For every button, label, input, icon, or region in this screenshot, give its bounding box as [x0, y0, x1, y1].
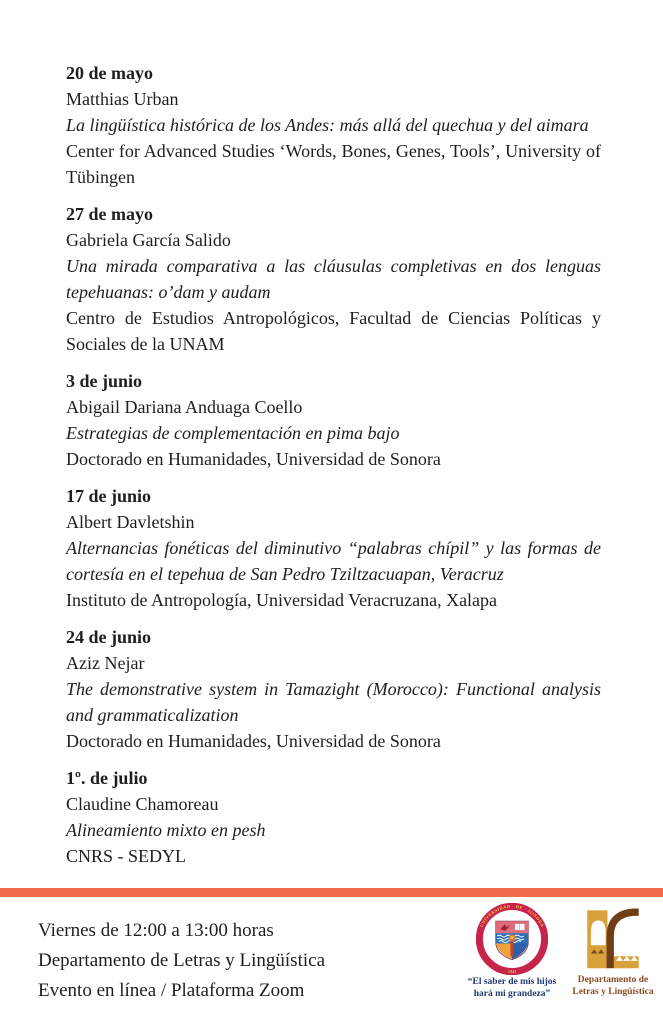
entry-speaker: Claudine Chamoreau [66, 794, 219, 814]
entry-affiliation: Instituto de Antropología, Universidad Veracruzana, Xalapa [66, 590, 498, 610]
seal-motto-line2: hará mi grandeza” [473, 988, 551, 999]
entry-speaker: Gabriela García Salido [66, 230, 231, 250]
entry-talk-title: Una mirada comparativa a las cláusulas completivas en dos lenguas tepehuanas: o’dam y audam [66, 256, 601, 302]
schedule-entry [66, 765, 601, 869]
schedule-entry [66, 368, 601, 472]
entry-talk-title: Alternancias fonéticas del diminutivo “palabras chípil” y las formas de cortesía en el tepehua de San Pedro Tziltzacuapan, Veracruz [66, 538, 601, 584]
entry-speaker: Aziz Nejar [66, 653, 145, 673]
university-seal [462, 902, 562, 1000]
schedule-entry [66, 624, 601, 754]
entry-affiliation: Center for Advanced Studies ‘Words, Bones, Genes, Tools’, University of Tübingen [66, 141, 601, 187]
schedule-entry [66, 60, 601, 190]
schedule-list [66, 60, 601, 880]
seal-year: 1942 [507, 969, 517, 975]
entry-speaker: Matthias Urban [66, 89, 179, 109]
schedule-entry [66, 483, 601, 613]
seal-motto [462, 977, 562, 1000]
unison-seal-icon [475, 902, 549, 976]
entry-date: 17 de junio [66, 486, 152, 506]
department-logo [564, 903, 662, 998]
seal-motto-line1: “El saber de mis hijos [467, 977, 557, 987]
schedule-entry [66, 201, 601, 357]
entry-affiliation: Centro de Estudios Antropológicos, Facultad de Ciencias Políticas y Sociales de la UNAM [66, 308, 601, 354]
department-logo-caption [564, 974, 662, 998]
entry-date: 3 de junio [66, 371, 143, 391]
entry-talk-title: The demonstrative system in Tamazight (Morocco): Functional analysis and grammaticalization [66, 679, 601, 725]
arches-logo-icon [585, 903, 641, 971]
accent-divider [0, 888, 663, 897]
event-platform: Evento en línea / Plataforma Zoom [38, 980, 305, 1001]
event-info [38, 916, 418, 1006]
entry-date: 27 de mayo [66, 204, 153, 224]
event-time: Viernes de 12:00 a 13:00 horas [38, 920, 274, 941]
entry-talk-title: Estrategias de complementación en pima bajo [66, 423, 400, 443]
department-caption-line2: Letras y Lingüística [572, 987, 654, 997]
entry-date: 24 de junio [66, 627, 152, 647]
department-caption-line1: Departamento de [577, 975, 649, 985]
entry-speaker: Albert Davletshin [66, 512, 195, 532]
entry-date: 20 de mayo [66, 63, 153, 83]
entry-affiliation: Doctorado en Humanidades, Universidad de Sonora [66, 731, 441, 751]
seal-ring-text: UNIVERSIDAD · DE · SONORA [478, 903, 546, 928]
entry-affiliation: CNRS - SEDYL [66, 846, 187, 866]
entry-affiliation: Doctorado en Humanidades, Universidad de Sonora [66, 449, 441, 469]
event-department: Departamento de Letras y Lingüística [38, 950, 326, 971]
entry-speaker: Abigail Dariana Anduaga Coello [66, 397, 303, 417]
entry-talk-title: La lingüística histórica de los Andes: más allá del quechua y del aimara [66, 115, 589, 135]
entry-date: 1º. de julio [66, 768, 148, 788]
entry-talk-title: Alineamiento mixto en pesh [66, 820, 266, 840]
